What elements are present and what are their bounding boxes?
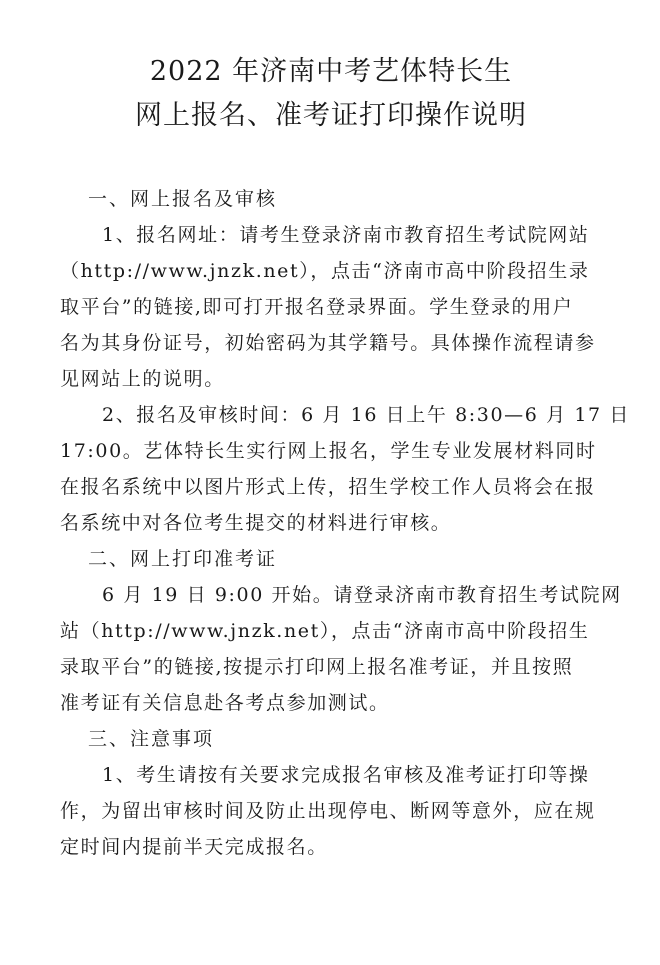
title-spacer [60,138,602,181]
document-title [60,50,602,138]
paragraph-line: 1、考生请按有关要求完成报名审核及准考证打印等操 [102,764,590,786]
paragraph-print-admission-ticket [60,577,622,721]
section-heading-2: 二、网上打印准考证 [88,548,278,570]
paragraph-registration-time [60,397,630,541]
paragraph-registration-url [60,217,602,397]
paragraph-line: 2、报名及审核时间：6 月 16 日上午 8:30—6 月 17 日 [102,404,630,426]
paragraph-line: 站（http://www.jnzk.net），点击“济南市高中阶段招生 [60,620,590,642]
paragraph-line: 定时间内提前半天完成报名。 [60,836,328,858]
paragraph-line: 名为其身份证号，初始密码为其学籍号。具体操作流程请参 [60,332,596,354]
title-line-2: 网上报名、准考证打印操作说明 [135,100,527,131]
paragraph-line: 见网站上的说明。 [60,368,225,390]
paragraph-line: 录取平台”的链接,按提示打印网上报名准考证，并且按照 [60,656,574,678]
paragraph-line: 在报名系统中以图片形式上传，招生学校工作人员将会在报 [60,476,596,498]
paragraph-line: （http://www.jnzk.net），点击“济南市高中阶段招生录 [60,260,590,282]
paragraph-line: 取平台”的链接,即可打开报名登录界面。学生登录的用户 [60,296,574,318]
paragraph-line: 1、报名网址：请考生登录济南市教育招生考试院网站 [102,224,590,246]
paragraph-line: 作，为留出审核时间及防止出现停电、断网等意外，应在规 [60,800,596,822]
paragraph-line: 名系统中对各位考生提交的材料进行审核。 [60,512,452,534]
paragraph-line: 17:00。艺体特长生实行网上报名，学生专业发展材料同时 [60,440,597,462]
paragraph-line: 准考证有关信息赴各考点参加测试。 [60,692,390,714]
paragraph-line: 6 月 19 日 9:00 开始。请登录济南市教育招生考试院网 [102,584,622,606]
section-heading-1: 一、网上报名及审核 [88,188,278,210]
paragraph-notes [60,757,602,865]
title-line-1: 2022 年济南中考艺体特长生 [149,56,513,87]
section-heading-3: 三、注意事项 [88,728,215,750]
